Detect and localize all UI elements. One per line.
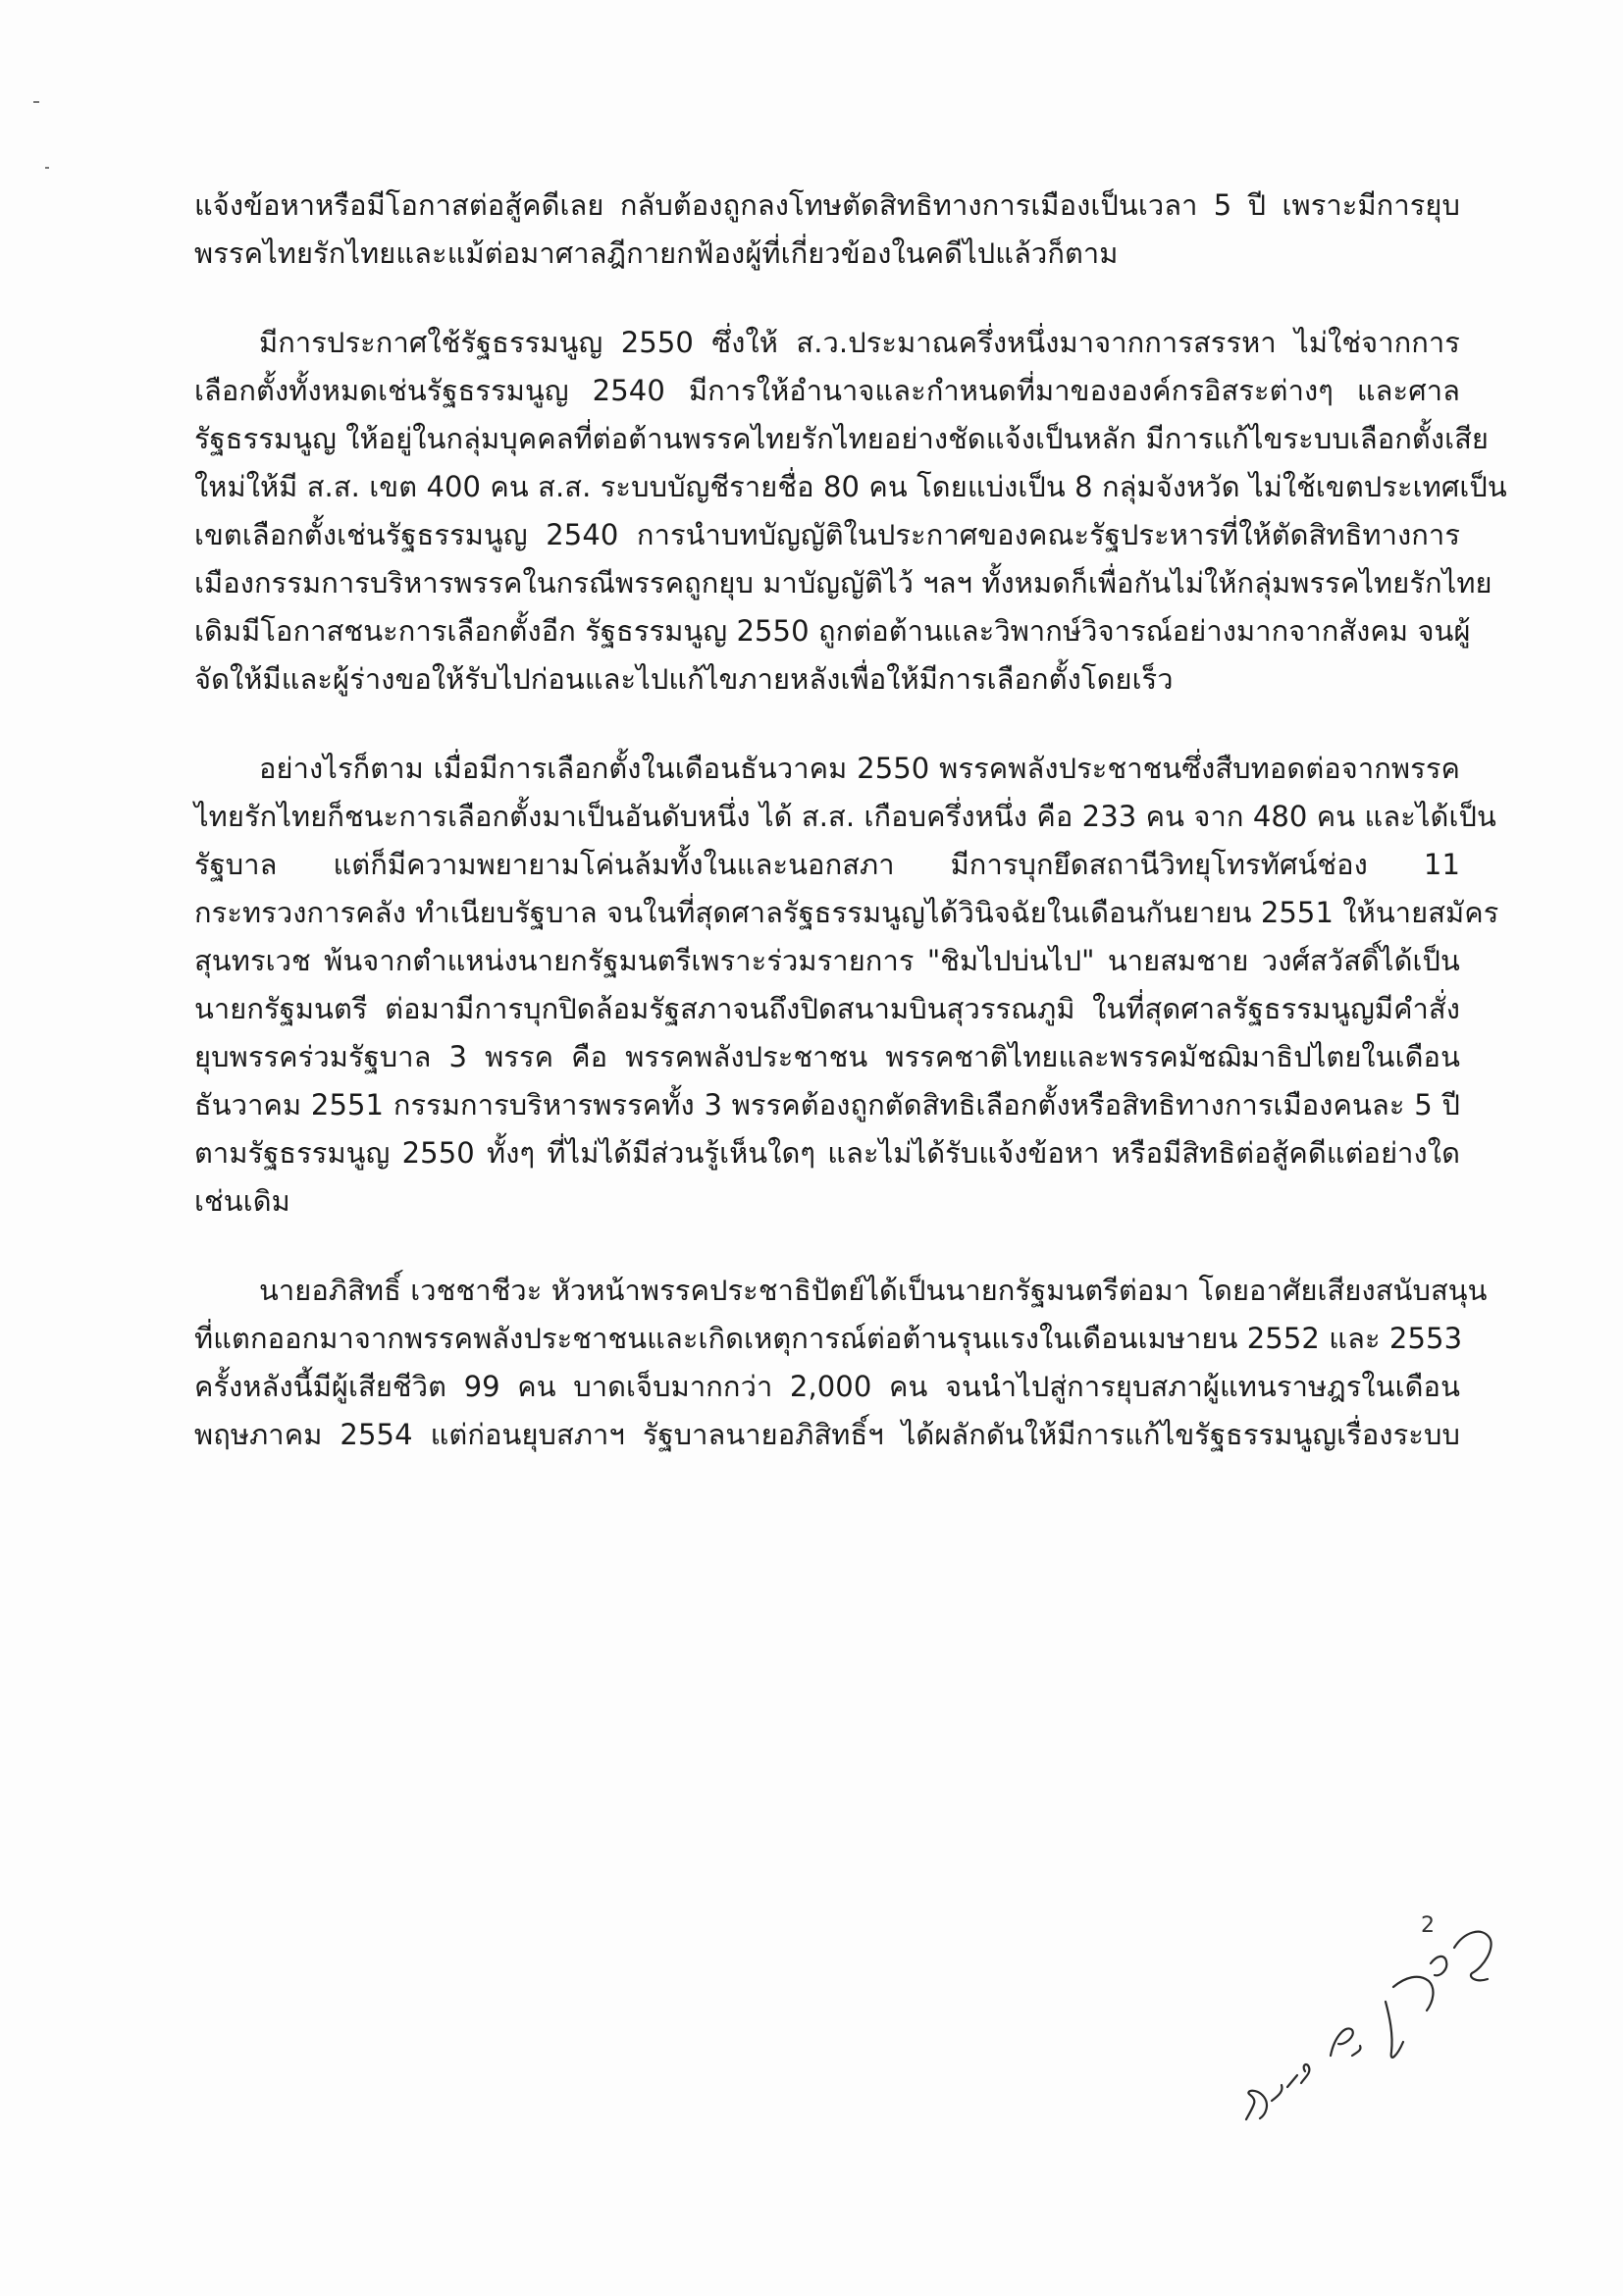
text-line: อย่างไรก็ตาม เมื่อมีการเลือกตั้งในเดือนธันวาคม 2550 พรรคพลังประชาชนซึ่งสืบทอดต่อจากพรรค: [259, 752, 1460, 785]
text-line: พรรคไทยรักไทยและแม้ต่อมาศาลฎีกายกฟ้องผู้ที่เกี่ยวข้องในคดีไปแล้วก็ตาม: [194, 236, 1119, 270]
text-line: เขตเลือกตั้งเช่นรัฐธรรมนูญ 2540 การนำบทบัญญัติในประกาศของคณะรัฐประหารที่ให้ตัดสิทธิทางการ: [194, 518, 1460, 551]
document-body: [194, 182, 1507, 1459]
text-line: ธันวาคม 2551 กรรมการบริหารพรรคทั้ง 3 พรรคต้องถูกตัดสิทธิเลือกตั้งหรือสิทธิทางการเมืองคนละ 5 ปี: [194, 1088, 1460, 1122]
text-line: มีการประกาศใช้รัฐธรรมนูญ 2550 ซึ่งให้ ส.ว.ประมาณครึ่งหนึ่งมาจากการสรรหา ไม่ใช่จากการ: [259, 326, 1460, 359]
paragraph: [194, 319, 1507, 704]
text-line: ครั้งหลังนี้มีผู้เสียชีวิต 99 คน บาดเจ็บมากกว่า 2,000 คน จนนำไปสู่การยุบสภาผู้แทนราษฎรในเดือน: [194, 1370, 1460, 1403]
text-line: เช่นเดิม: [194, 1184, 290, 1218]
text-line: รัฐบาล แต่ก็มีความพยายามโค่นล้มทั้งในและนอกสภา มีการบุกยึดสถานีวิทยุโทรทัศน์ช่อง 11: [194, 848, 1460, 881]
page-number: 2: [1421, 1913, 1435, 1938]
text-line: ไทยรักไทยก็ชนะการเลือกตั้งมาเป็นอันดับหนึ่ง ได้ ส.ส. เกือบครึ่งหนึ่ง คือ 233 คน จาก 480 คน และได้เป็น: [194, 800, 1496, 833]
paragraph: [194, 182, 1460, 278]
paragraph: [194, 745, 1499, 1226]
text-line: นายอภิสิทธิ์ เวชชาชีวะ หัวหน้าพรรคประชาธิปัตย์ได้เป็นนายกรัฐมนตรีต่อมา โดยอาศัยเสียงสนับสนุน: [259, 1274, 1488, 1307]
handwritten-signature-icon: [1236, 1908, 1511, 2144]
text-line: กระทรวงการคลัง ทำเนียบรัฐบาล จนในที่สุดศาลรัฐธรรมนูญได้วินิจฉัยในเดือนกันยายน 2551 ให้นายสมัคร: [194, 896, 1499, 929]
text-line: เมืองกรรมการบริหารพรรคในกรณีพรรคถูกยุบ มาบัญญัติไว้ ฯลฯ ทั้งหมดก็เพื่อกันไม่ให้กลุ่มพรรคไทยรักไทย: [194, 566, 1492, 600]
text-line: ใหม่ให้มี ส.ส. เขต 400 คน ส.ส. ระบบบัญชีรายชื่อ 80 คน โดยแบ่งเป็น 8 กลุ่มจังหวัด ไม่ใช้เขตประเทศเป็น: [194, 470, 1507, 503]
paragraph: [194, 1267, 1488, 1459]
scan-speck: [33, 101, 39, 103]
text-line: รัฐธรรมนูญ ให้อยู่ในกลุ่มบุคคลที่ต่อต้านพรรคไทยรักไทยอย่างชัดแจ้งเป็นหลัก มีการแก้ไขระบบเลือกตั้งเสีย: [194, 422, 1490, 455]
text-line: พฤษภาคม 2554 แต่ก่อนยุบสภาฯ รัฐบาลนายอภิสิทธิ์ฯ ได้ผลักดันให้มีการแก้ไขรัฐธรรมนูญเรื่องระบบ: [194, 1418, 1460, 1451]
text-line: จัดให้มีและผู้ร่างขอให้รับไปก่อนและไปแก้ไขภายหลังเพื่อให้มีการเลือกตั้งโดยเร็ว: [194, 662, 1174, 696]
text-line: นายกรัฐมนตรี ต่อมามีการบุกปิดล้อมรัฐสภาจนถึงปิดสนามบินสุวรรณภูมิ ในที่สุดศาลรัฐธรรมนูญมีคำสั่ง: [194, 992, 1460, 1025]
text-line: เลือกตั้งทั้งหมดเช่นรัฐธรรมนูญ 2540 มีการให้อำนาจและกำหนดที่มาขององค์กรอิสระต่างๆ และศาล: [194, 374, 1460, 407]
text-line: ตามรัฐธรรมนูญ 2550 ทั้งๆ ที่ไม่ได้มีส่วนรู้เห็นใดๆ และไม่ได้รับแจ้งข้อหา หรือมีสิทธิต่อสู้คดีแต่อย่างใด: [194, 1136, 1460, 1170]
text-line: เดิมมีโอกาสชนะการเลือกตั้งอีก รัฐธรรมนูญ 2550 ถูกต่อต้านและวิพากษ์วิจารณ์อย่างมากจากสังคม จนผู้: [194, 614, 1471, 648]
text-line: สุนทรเวช พ้นจากตำแหน่งนายกรัฐมนตรีเพราะร่วมรายการ "ชิมไปบ่นไป" นายสมชาย วงศ์สวัสดิ์ได้เป็น: [194, 944, 1460, 977]
text-line: ที่แตกออกมาจากพรรคพลังประชาชนและเกิดเหตุการณ์ต่อต้านรุนแรงในเดือนเมษายน 2552 และ 2553: [194, 1322, 1463, 1355]
scan-speck: [45, 167, 49, 169]
text-line: ยุบพรรคร่วมรัฐบาล 3 พรรค คือ พรรคพลังประชาชน พรรคชาติไทยและพรรคมัชฌิมาธิปไตยในเดือน: [194, 1040, 1460, 1073]
text-line: แจ้งข้อหาหรือมีโอกาสต่อสู้คดีเลย กลับต้องถูกลงโทษตัดสิทธิทางการเมืองเป็นเวลา 5 ปี เพราะมีการยุบ: [194, 188, 1460, 222]
